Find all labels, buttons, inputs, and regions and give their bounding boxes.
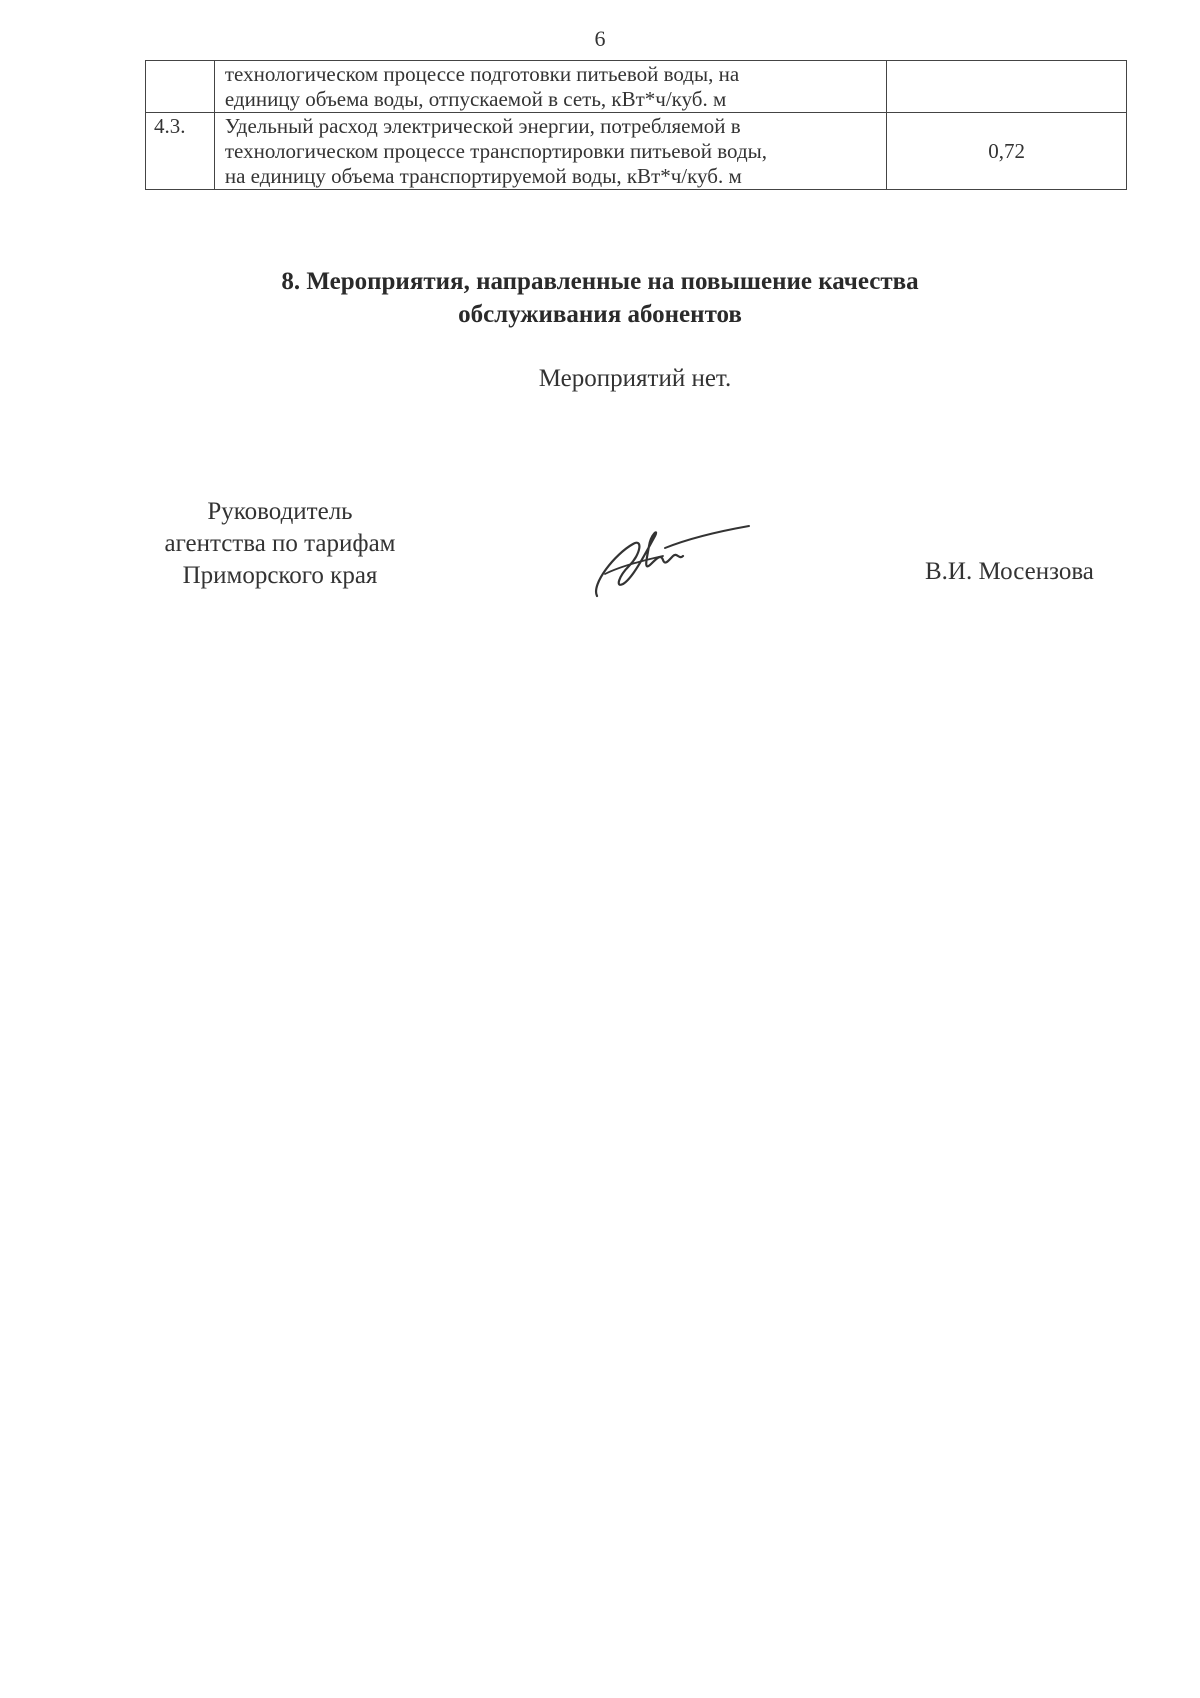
description-line: технологическом процессе транспортировки питьевой воды, (224, 139, 767, 163)
row-description-cell (214, 61, 886, 113)
description-line: единицу объема воды, отпускаемой в сеть, кВт*ч/куб. м (224, 87, 727, 111)
signer-position-line: Приморского края (182, 562, 378, 589)
description-line: на единицу объема транспортируемой воды, кВт*ч/куб. м (224, 164, 742, 188)
row-value-cell: 0,72 (887, 113, 1127, 190)
handwritten-signature (585, 514, 755, 604)
signer-name: В.И. Мосензова (925, 558, 1094, 585)
signer-position-line: агентства по тарифам (164, 530, 396, 557)
signer-position (145, 496, 415, 592)
section-title (0, 265, 1200, 331)
description-line: технологическом процессе подготовки питьевой воды, на (224, 62, 740, 86)
section-title-line: 8. Мероприятия, направленные на повышение качества (281, 268, 919, 295)
page-number: 6 (594, 26, 606, 51)
section-body: Мероприятий нет. (538, 365, 732, 392)
row-number-cell (146, 61, 215, 113)
row-value-cell (887, 61, 1127, 113)
table-row (146, 61, 1127, 113)
row-description-cell (214, 113, 886, 190)
indicators-table (145, 60, 1127, 190)
signer-position-line: Руководитель (207, 498, 353, 525)
row-number-cell: 4.3. (146, 113, 215, 190)
description-line: Удельный расход электрической энергии, потребляемой в (224, 114, 741, 138)
section-title-line: обслуживания абонентов (458, 301, 742, 328)
table-row (146, 113, 1127, 190)
